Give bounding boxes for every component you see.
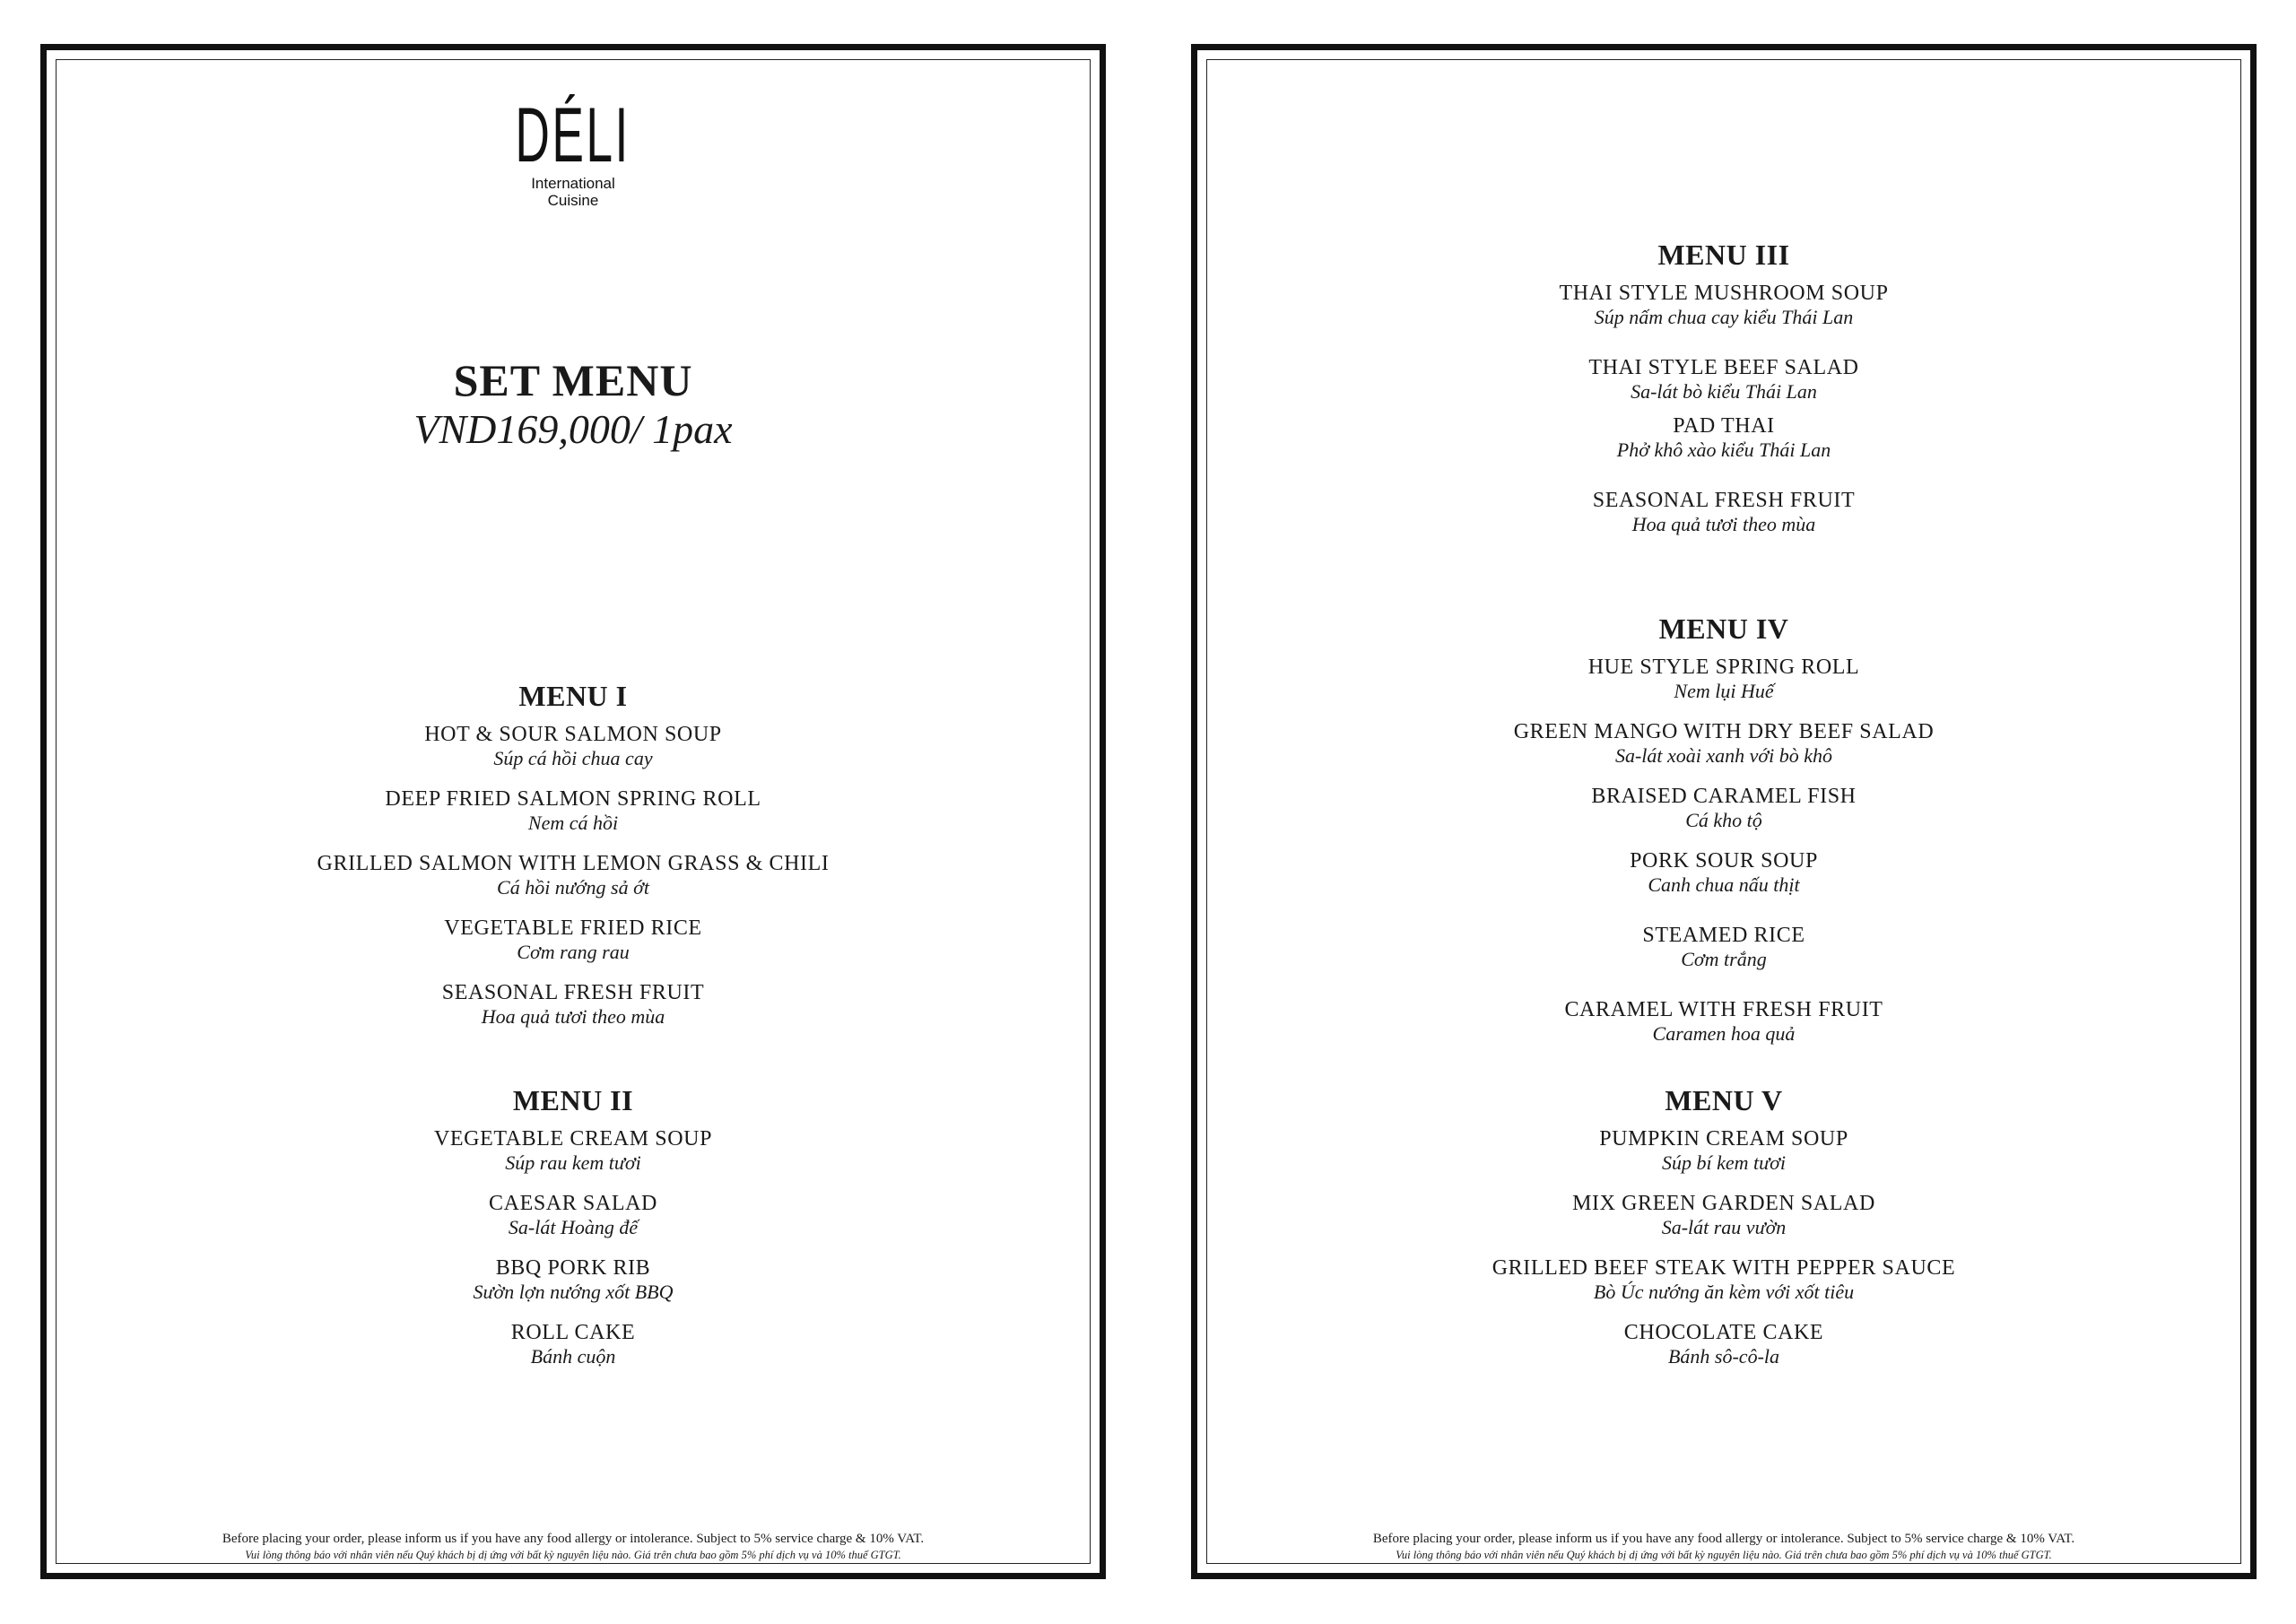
dish-item: [1197, 924, 2250, 970]
dish-name-en: BRAISED CARAMEL FISH: [1591, 785, 1857, 808]
dish-item: [1197, 1127, 2250, 1174]
footer-notice: [1197, 1531, 2250, 1562]
dish-item: [47, 1192, 1100, 1238]
menu-section: [47, 1084, 1100, 1385]
dish-name-en: CAESAR SALAD: [489, 1192, 657, 1215]
dish-item: [47, 1256, 1100, 1303]
menu-title: MENU III: [1657, 239, 1790, 271]
dish-item: [47, 916, 1100, 963]
dish-name-en: HOT & SOUR SALMON SOUP: [424, 723, 722, 746]
set-menu-heading: [47, 355, 1100, 454]
dish-item: [47, 723, 1100, 769]
footer-notice-en: Before placing your order, please inform us if you have any food allergy or intolerance. Subject to 5% service charge & 10% VAT.: [1372, 1532, 2075, 1546]
dish-name-en: PAD THAI: [1673, 414, 1775, 438]
dish-name-en: ROLL CAKE: [510, 1321, 636, 1344]
dish-name-en: GRILLED SALMON WITH LEMON GRASS & CHILI: [317, 852, 830, 875]
menu-section: [1197, 239, 2250, 553]
dish-name-vi: Súp rau kem tươi: [505, 1151, 641, 1174]
dish-name-vi: Sườn lợn nướng xốt BBQ: [473, 1281, 674, 1303]
dish-name-en: SEASONAL FRESH FRUIT: [441, 981, 705, 1004]
dish-name-en: BBQ PORK RIB: [495, 1256, 651, 1280]
dish-item: [47, 981, 1100, 1028]
set-menu-title: SET MENU: [453, 355, 693, 405]
dish-item: [47, 1321, 1100, 1368]
dish-name-vi: Sa-lát rau vườn: [1661, 1216, 1787, 1238]
dish-name-en: MIX GREEN GARDEN SALAD: [1572, 1192, 1875, 1215]
menu-page-left: [40, 44, 1106, 1579]
menu-title: MENU IV: [1658, 612, 1789, 645]
dish-name-en: CHOCOLATE CAKE: [1623, 1321, 1824, 1344]
brand-name: DÉLI: [515, 92, 631, 178]
dish-name-vi: Bánh sô-cô-la: [1667, 1345, 1780, 1368]
footer-notice-vi: Vui lòng thông báo với nhân viên nếu Quý khách bị dị ứng với bất kỳ nguyên liệu nào. Giá trên chưa bao gồm 5% phí dịch vụ và 10% thuế GTGT.: [245, 1549, 901, 1561]
dish-item: [1197, 1192, 2250, 1238]
set-menu-price: VND169,000/ 1pax: [413, 406, 733, 452]
dish-name-en: CARAMEL WITH FRESH FRUIT: [1564, 998, 1883, 1021]
dish-item: [1197, 998, 2250, 1045]
dish-name-en: SEASONAL FRESH FRUIT: [1592, 489, 1856, 512]
dish-name-vi: Cơm rang rau: [517, 941, 630, 963]
menu-page-right: [1191, 44, 2257, 1579]
menu-title: MENU V: [1665, 1084, 1783, 1116]
dish-item: [47, 787, 1100, 834]
dish-item: [1197, 785, 2250, 831]
dish-item: [47, 1127, 1100, 1174]
dish-item: [1197, 489, 2250, 535]
dish-name-en: PORK SOUR SOUP: [1630, 849, 1818, 873]
dish-name-en: GRILLED BEEF STEAK WITH PEPPER SAUCE: [1492, 1256, 1956, 1280]
dish-name-vi: Sa-lát bò kiểu Thái Lan: [1631, 380, 1817, 403]
menu-section: [1197, 612, 2250, 1063]
dish-name-en: DEEP FRIED SALMON SPRING ROLL: [385, 787, 761, 811]
menu-section: [1197, 1084, 2250, 1385]
footer-notice-en: Before placing your order, please inform us if you have any food allergy or intolerance. Subject to 5% service charge & 10% VAT.: [222, 1532, 925, 1546]
dish-name-vi: Nem lụi Huế: [1674, 680, 1774, 702]
brand-tagline-line2: Cuisine: [547, 192, 599, 209]
dish-name-vi: Súp nấm chua cay kiểu Thái Lan: [1594, 306, 1854, 328]
dish-item: [1197, 720, 2250, 767]
dish-name-vi: Bánh cuộn: [530, 1345, 616, 1368]
dish-item: [1197, 1321, 2250, 1368]
dish-name-vi: Súp bí kem tươi: [1662, 1151, 1786, 1174]
menu-section: [47, 680, 1100, 1046]
dish-name-vi: Sa-lát Hoàng đế: [508, 1216, 639, 1238]
dish-item: [47, 852, 1100, 899]
dish-name-vi: Canh chua nấu thịt: [1648, 873, 1800, 896]
dish-name-vi: Hoa quả tươi theo mùa: [1631, 513, 1816, 535]
dish-item: [1197, 356, 2250, 403]
dish-item: [1197, 656, 2250, 702]
dish-item: [1197, 414, 2250, 461]
dish-name-vi: Cá hồi nướng sả ớt: [497, 876, 649, 899]
dish-name-vi: Sa-lát xoài xanh với bò khô: [1614, 744, 1833, 767]
dish-name-vi: Phở khô xào kiểu Thái Lan: [1616, 439, 1831, 461]
dish-name-vi: Súp cá hồi chua cay: [493, 747, 653, 769]
dish-name-en: STEAMED RICE: [1642, 924, 1805, 947]
dish-name-en: GREEN MANGO WITH DRY BEEF SALAD: [1513, 720, 1935, 743]
dish-item: [1197, 849, 2250, 896]
dish-name-en: VEGETABLE FRIED RICE: [444, 916, 702, 940]
dish-name-en: PUMPKIN CREAM SOUP: [1599, 1127, 1848, 1151]
dish-name-vi: Caramen hoa quả: [1652, 1022, 1796, 1045]
dish-name-en: HUE STYLE SPRING ROLL: [1587, 656, 1860, 679]
menu-title: MENU II: [512, 1084, 634, 1116]
brand-logo: [47, 92, 1100, 209]
menu-title: MENU I: [518, 680, 628, 712]
dish-name-en: THAI STYLE BEEF SALAD: [1588, 356, 1859, 379]
dish-name-en: THAI STYLE MUSHROOM SOUP: [1559, 282, 1889, 305]
dish-item: [1197, 1256, 2250, 1303]
dish-name-vi: Nem cá hồi: [527, 812, 619, 834]
dish-name-vi: Cơm trắng: [1681, 948, 1767, 970]
dish-item: [1197, 282, 2250, 328]
dish-name-vi: Hoa quả tươi theo mùa: [481, 1005, 665, 1028]
dish-name-vi: Cá kho tộ: [1685, 809, 1762, 831]
footer-notice: [47, 1531, 1100, 1562]
dish-name-vi: Bò Úc nướng ăn kèm với xốt tiêu: [1593, 1281, 1855, 1303]
footer-notice-vi: Vui lòng thông báo với nhân viên nếu Quý khách bị dị ứng với bất kỳ nguyên liệu nào. Giá trên chưa bao gồm 5% phí dịch vụ và 10% thuế GTGT.: [1396, 1549, 2052, 1561]
dish-name-en: VEGETABLE CREAM SOUP: [433, 1127, 713, 1151]
brand-tagline-line1: International: [531, 175, 615, 192]
